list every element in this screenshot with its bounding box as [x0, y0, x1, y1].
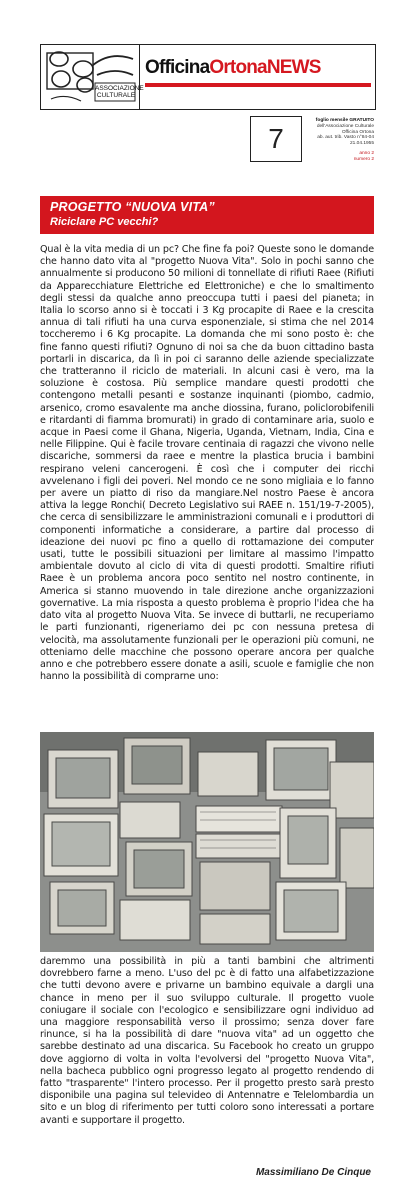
article-title-bar [40, 196, 374, 234]
issue-number: 7 [250, 116, 302, 162]
meta-line: 21.04.1955 [349, 141, 374, 147]
issue-meta [306, 118, 374, 163]
meta-line: ab. aut. trib. Vasto n°84-04 [317, 135, 374, 141]
newsletter-title [145, 57, 321, 79]
brand-ortona: Ortona [209, 57, 267, 78]
meta-numero: numero 2 [353, 156, 374, 162]
article-subtitle: Riciclare PC vecchi? [50, 216, 159, 228]
logo-subtitle: ASSOCIAZIONE CULTURALE [95, 85, 144, 99]
article-title: PROGETTO “NUOVA VITA” [50, 200, 215, 214]
meta-line: dell'Associazione Culturale [316, 123, 374, 129]
header-rule [145, 83, 371, 87]
brand-officina: Officina [145, 57, 210, 78]
logo-emblem-icon [41, 45, 144, 109]
author-signature: Massimiliano De Cinque [255, 1167, 371, 1178]
issue-info [250, 116, 374, 162]
meta-anno: anno 2 [359, 150, 374, 156]
association-logo [41, 45, 144, 109]
meta-line: Officina Ortona [341, 129, 374, 135]
article-body-top: Qual è la vita media di un pc? Che fine fa poi? Queste sono le domande che hanno dato vita al "progetto Nuova Vita". Solo in pochi sanno che annualmente si producono 50 milioni di tonnellate di rifiuti Raee (Rifiuti da Apparecchiature Elettriche ed Elettroniche) e che lo smaltimento degli stessi da qualche anno preoccupa tutti i paesi del pianeta; in Italia lo scorso anno si è toccati i 3 Kg procapite di Raee e la crescita annua di tali rifiuti ha una curva esponenziale, si stima che nel 2014 toccheremo i 6 Kg procapite. La domanda che mi sono posto è: che fine fanno questi rifiuti? Ognuno di noi sa che da buon cittadino basta portarli in discarica, da lì in poi ci saranno delle aziende specializzate che tratteranno il riciclo de materiali. In alcuni casi è vero, ma la soluzione è costosa. Più semplice mandare questi prodotti che contengono metalli pesanti e sostanze inquinanti (piombo, cadmio, arsenico, cromo esavalente ma anche diossina, furano, policlorobifenili e ritardanti di fiamma bromurati) in grado di contaminare aria, suolo e acque in Paesi come il Ghana, Nigeria, Uganda, Vietnam, India, Cina e nelle Filippine. Qui è facile trovare centinaia di ragazzi che vivono nelle discariche, sommersi da raee e mentre la plastica brucia i bambini respirano veleni cancerogeni. È così che i computer dei ricchi avvelenano i figli dei poveri. Nel mondo ce ne sono migliaia e lo fanno per avere un piatto di riso da mangiare.Nel nostro Paese è ancora attiva la legge Ronchi( Decreto Legislativo sui RAEE n. 151/19-7-2005), che cerca di sensibilizzare le amministrazioni comunali e i produttori di componenti informatiche a considerare, a partire dal processo di ideazione dei nuovi pc fino a quello di rottamazione dei computer usati, tutte le possibili situazioni per limitare al massimo l'impatto ambientale dovuto al ciclo di vita di questi prodotti. Smaltire rifiuti Raee è un problema ancora poco sentito nel nostro continente, in America si stanno muovendo in tale direzione anche organizzazioni governative. La mia risposta a questo problema è proprio l'idea che ha dato vita al progetto Nuova Vita. Se invece di buttarli, ne recuperiamo le parti funzionanti, rigeneriamo dei pc con nessuna pretesa di velocità, ma assolutamente funzionali per le operazioni più comuni, ne otteniamo delle macchine che possono operare ancora per qualche anno e che potrebbero essere donate a asili, scuole e famiglie che non hanno la possibilità di comprarne uno: [40, 244, 374, 683]
masthead [40, 44, 376, 110]
meta-title: foglio mensile GRATUITO [315, 118, 374, 123]
brand-news: NEWS [266, 57, 321, 78]
computer-pile-icon [40, 732, 374, 952]
discarded-computers-photo [40, 732, 374, 952]
article-body-bottom: daremmo una possibilità in più a tanti bambini che altrimenti dovrebbero farne a meno. L'uso del pc è di fatto una alfabetizzazione che tutti devono avere e privarne un bambino equivale a dargli una chance in meno per il suo sviluppo culturale. Il progetto vuole coniugare il sociale con l'ecologico e sensibilizzare ogni individuo ad una maggiore responsabilità verso il prossimo; senza dover fare rinunce, si ha la possibilità di dare "nuova vita" ad un oggetto che sarebbe destinato ad una discarica. Su Facebook ho creato un gruppo dove aggiorno di volta in volta l'evolversi del "progetto Nuova Vita", nella bacheca pubblico ogni progresso legato al progetto rendendo di fatto "trasparente" l'intero processo. Per il progetto presto sarà presto disponibile una pagina sul televideo di Antennatre e Telelombardia un sito e un blog di riferimento per tutti coloro sono interessati a portare avanti e supportare il progetto. [40, 956, 374, 1126]
